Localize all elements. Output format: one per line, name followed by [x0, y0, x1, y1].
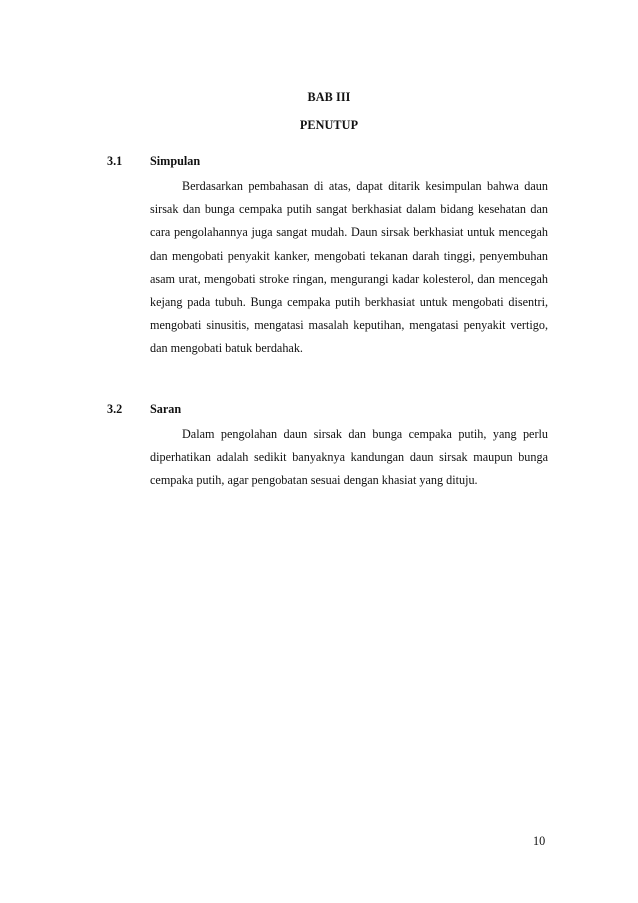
page-number: 10 [533, 834, 546, 848]
section-number-saran: 3.2 [107, 402, 123, 416]
chapter-title: PENUTUP [299, 118, 359, 132]
paragraph-saran [150, 423, 548, 493]
paragraph-simpulan [150, 175, 548, 361]
paragraph-text-saran: Dalam pengolahan daun sirsak dan bunga cempaka putih, yang perlu diperhatikan adalah sedikit banyaknya kandungan daun sirsak maupun bunga cempaka putih, agar pengobatan sesuai dengan khasiat yang dituju. [150, 427, 548, 488]
section-title-saran: Saran [150, 402, 182, 416]
chapter-label: BAB III [307, 90, 351, 104]
section-number-simpulan: 3.1 [107, 154, 123, 168]
paragraph-text-simpulan: Berdasarkan pembahasan di atas, dapat ditarik kesimpulan bahwa daun sirsak dan bunga cempaka putih sangat berkhasiat dalam bidang kesehatan dan cara pengolahannya juga sangat mudah. Daun sirsak berkhasiat untuk mencegah dan mengobati penyakit kanker, mengobati tekanan darah tinggi, penyembuhan asam urat, mengobati stroke ringan, mengurangi kadar kolesterol, dan mencegah kejang pada tubuh. Bunga cempaka putih berkhasiat untuk mengobati disentri, mengobati sinusitis, mengatasi masalah keputihan, mengatasi penyakit vertigo, dan mengobati batuk berdahak. [150, 179, 548, 356]
section-title-simpulan: Simpulan [150, 154, 201, 168]
